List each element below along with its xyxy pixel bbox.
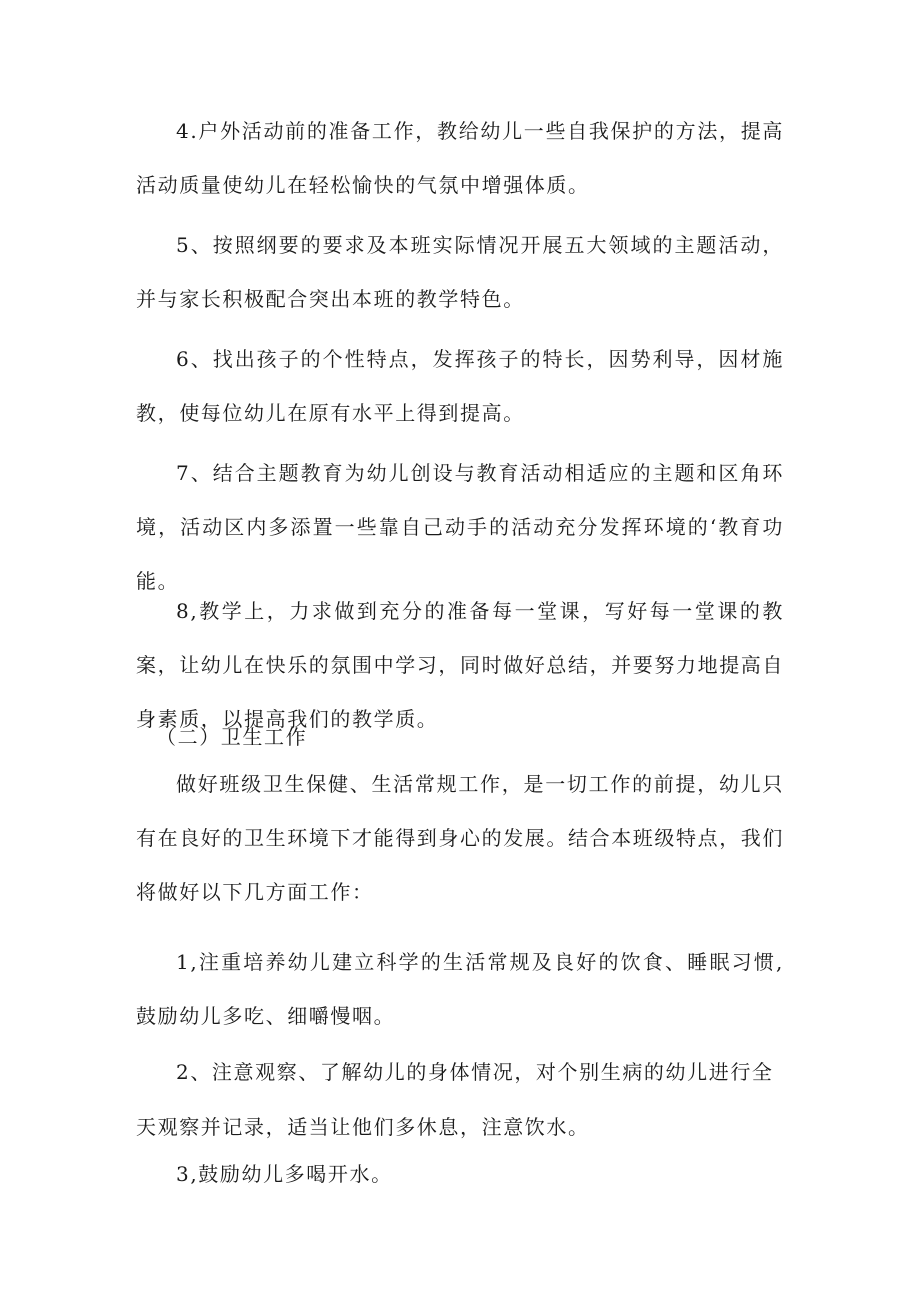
paragraph-outdoor-activity: 4.户外活动前的准备工作，教给幼儿一些自我保护的方法，提高活动质量使幼儿在轻松愉快的气氛中增强体质。	[136, 119, 784, 197]
paragraph-individual-traits: 6、找出孩子的个性特点，发挥孩子的特长，因势利导，因材施教，使每位幼儿在原有水平上得到提高。	[136, 347, 784, 425]
paragraph-learning-environment: 7、结合主题教育为幼儿创设与教育活动相适应的主题和区角环境，活动区内多添置一些靠自己动手的活动充分发挥环境的‘教育功能。	[136, 461, 784, 593]
section-heading-hygiene: （二）卫生工作	[156, 725, 308, 749]
hygiene-item-2-line-2: 天观察并记录，适当让他们多休息，注意饮水。	[136, 1115, 590, 1139]
hygiene-item-1: 1,注重培养幼儿建立科学的生活常规及良好的饮食、睡眠习惯,鼓励幼儿多吃、细嚼慢咽。	[136, 950, 784, 1028]
hygiene-item-3: 3,鼓励幼儿多喝开水。	[176, 1162, 393, 1186]
hygiene-item-2-line-1: 2、注意观察、了解幼儿的身体情况，对个别生病的幼儿进行全	[176, 1060, 774, 1084]
paragraph-hygiene-intro: 做好班级卫生保健、生活常规工作，是一切工作的前提，幼儿只有在良好的卫生环境下才能得到身心的发展。结合本班级特点，我们将做好以下几方面工作：	[136, 772, 784, 904]
paragraph-teaching-quality: 8,教学上，力求做到充分的准备每一堂课，写好每一堂课的教案，让幼儿在快乐的氛围中学习，同时做好总结，并要努力地提高自身素质，以提高我们的教学质。	[136, 599, 784, 731]
paragraph-theme-activities: 5、按照纲要的要求及本班实际情况开展五大领域的主题活动，并与家长积极配合突出本班的教学特色。	[136, 233, 784, 311]
